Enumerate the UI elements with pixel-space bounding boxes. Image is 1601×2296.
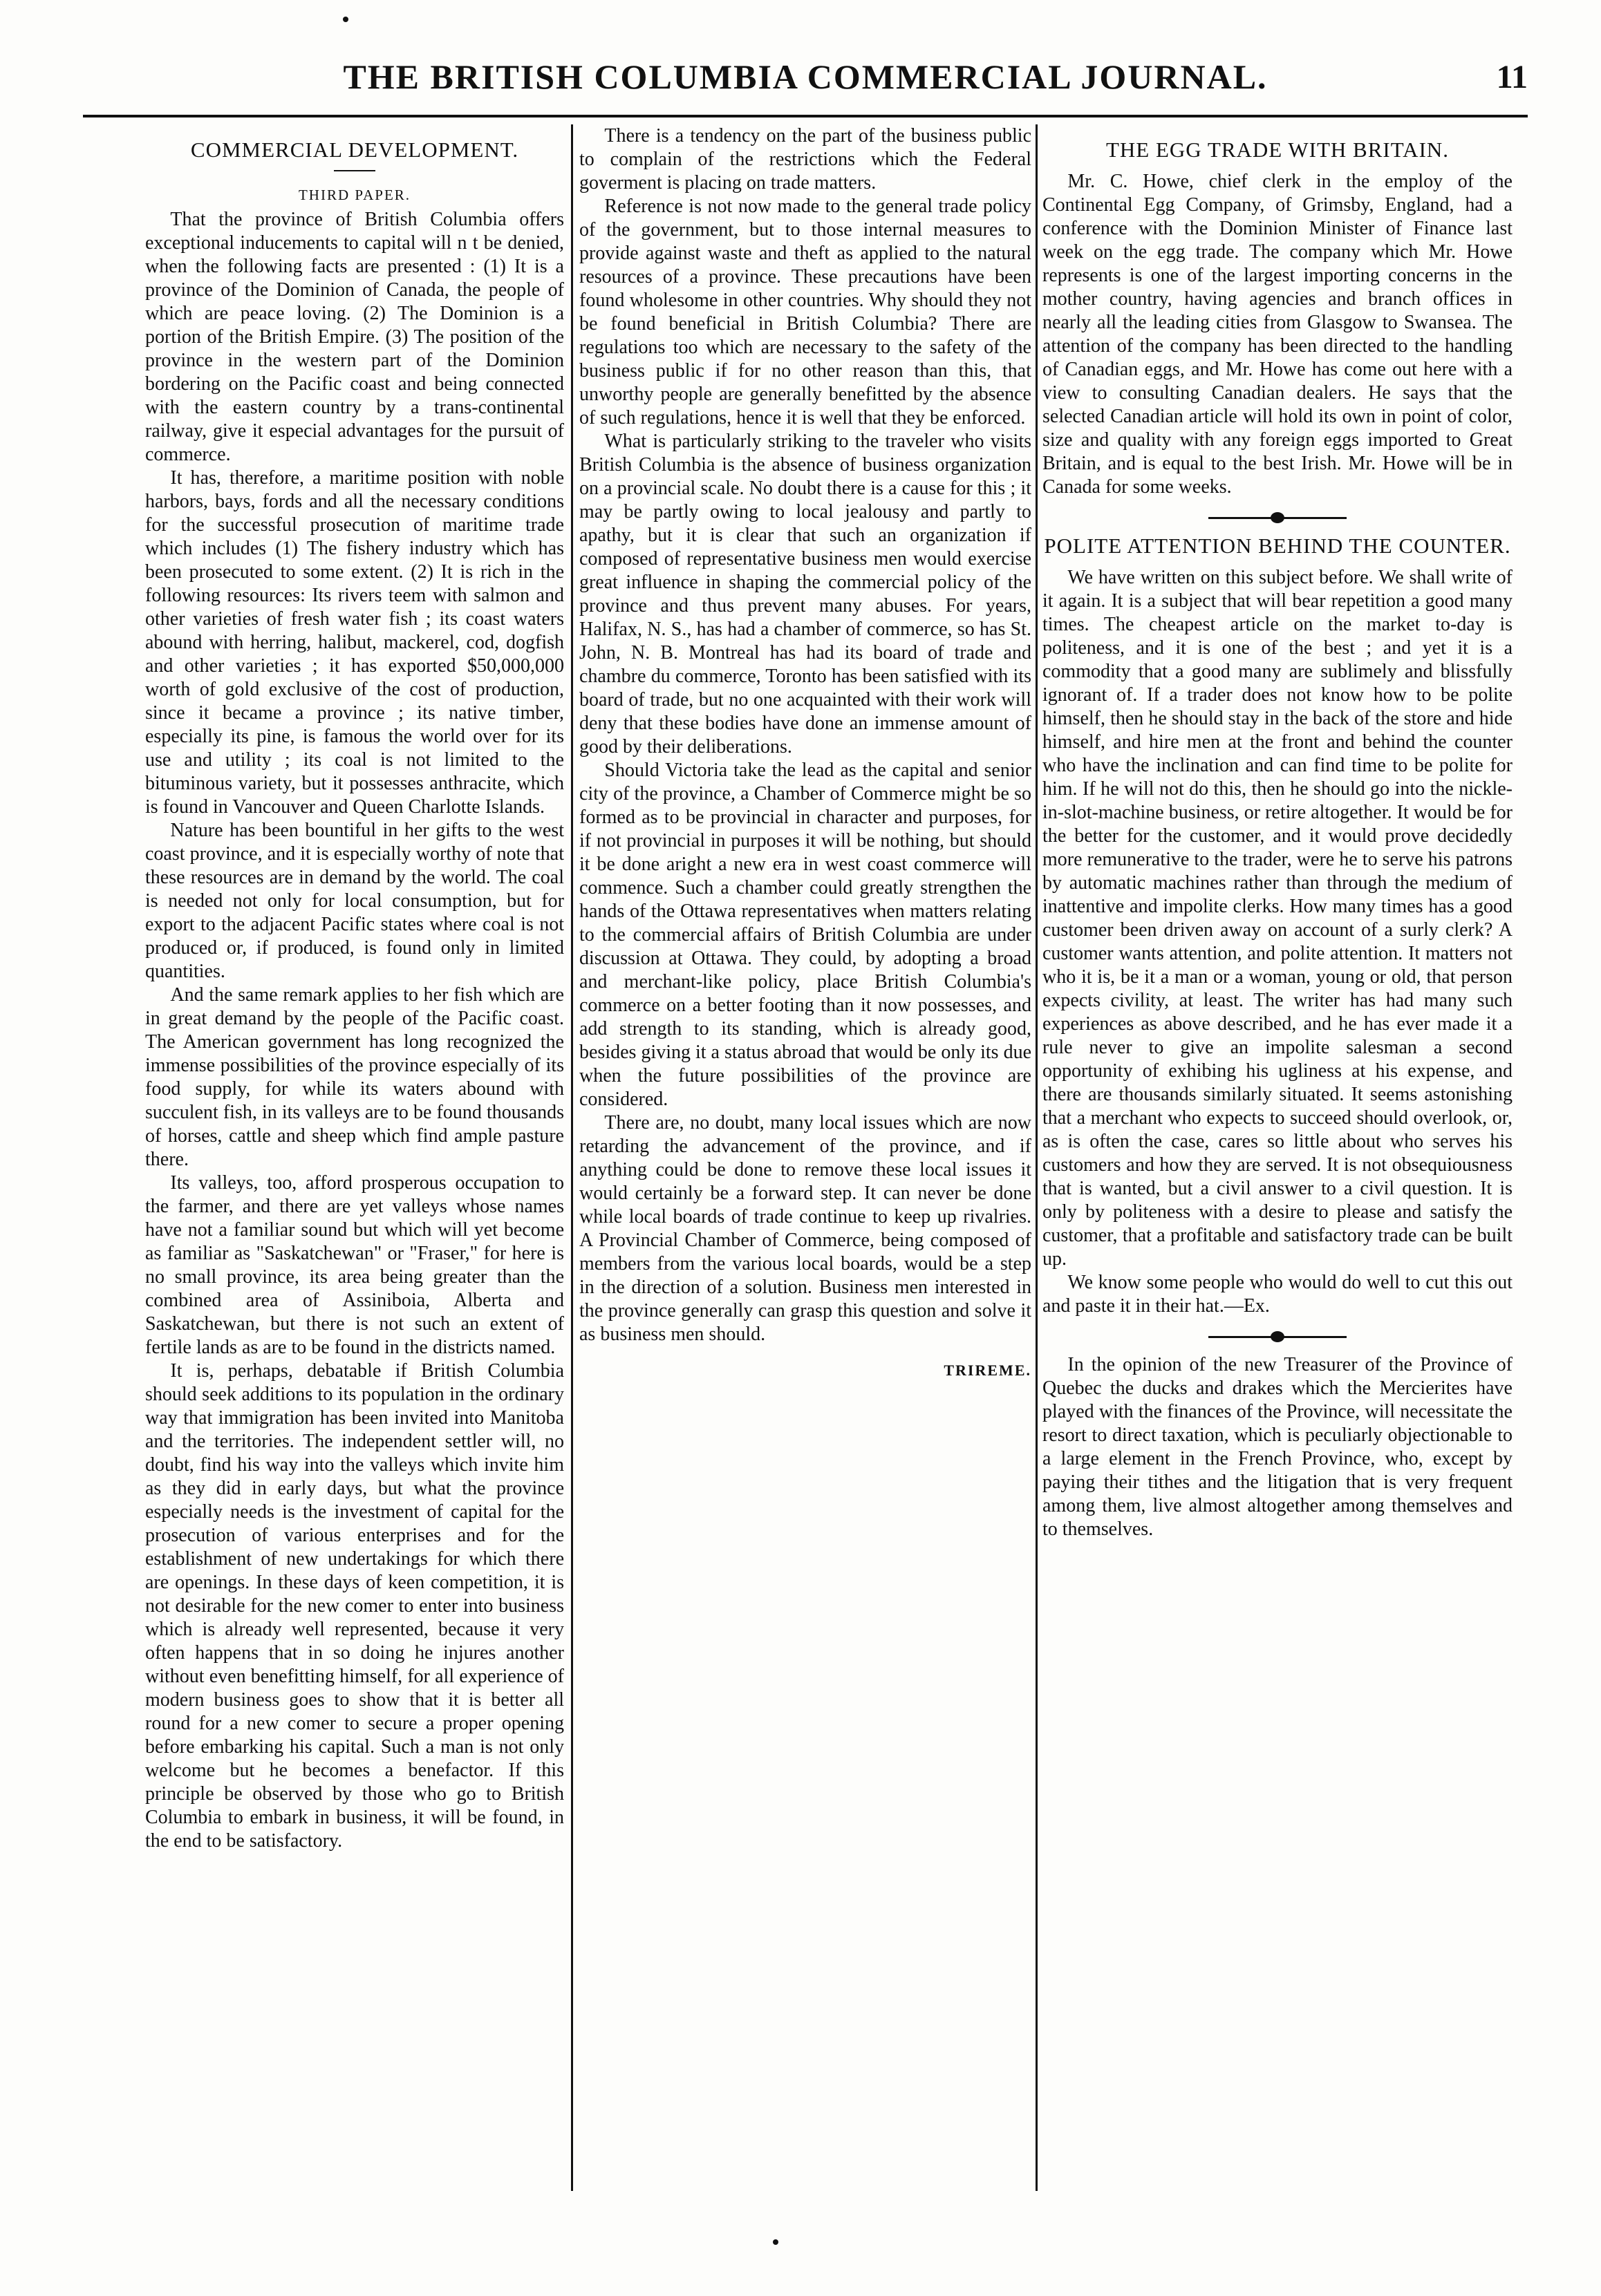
heading-rule (334, 170, 375, 171)
paragraph: There is a tendency on the part of the business public to complain of the restrictions which the Federal goverment is placing on trade matters. (579, 125, 1031, 194)
column-2 (579, 124, 1031, 2184)
paragraph: We know some people who would do well to cut this out and paste it in their hat.—Ex. (1042, 1272, 1513, 1317)
article-heading-commercial-development: COMMERCIAL DEVELOPMENT. (190, 138, 519, 162)
section-ornament (1208, 517, 1347, 519)
ink-speck (343, 17, 348, 22)
column-divider (1036, 124, 1038, 2191)
paragraph: Reference is not now made to the general trade policy of the government, but to those internal measures to provide against waste and theft as applied to the natural resources of a province. These precautions have been found wholesome in other countries. Why should they not be found beneficial in British Columbia? There are regulations too which are necessary to the safety of the business public if for no other reason than this, that unworthy people are generally benefitted by the absence of such regulations, hence it is well that they be enforced. (579, 196, 1031, 429)
column-1 (145, 124, 564, 2184)
paragraph: And the same remark applies to her fish which are in great demand by the people of the Pacific coast. The American government has long recognized the immense possibilities of the province especially of its food supply, for while its waters abound with succulent fish, in its valleys are to be found thousands of horses, cattle and sheep which find ample pasture there. (145, 984, 564, 1171)
paragraph: It is, perhaps, debatable if British Columbia should seek additions to its population in the ordinary way that immigration has been invited into Manitoba and the territories. The independent settler will, no doubt, find his way into the valleys which invite him as they did in early days, but what the province especially needs is the investment of capital for the prosecution of various enterprises and for the establishment of new undertakings for which there are openings. In these days of keen competition, it is not desirable for the new comer to enter into business which is already well represented, because it very often happens that in so doing he injures another without even benefitting himself, for all experience of modern business goes to show that it is better all round for a new comer to secure a proper opening before embarking his capital. Such a man is not only welcome but he becomes a benefactor. If this principle be observed by those who go to British Columbia to embark in business, it will be found, in the end to be satisfactory. (145, 1360, 564, 1852)
paragraph: We have written on this subject before. We shall write of it again. It is a subject that will bear repetition a good many times. The cheapest article on the market to-day is politeness, and it is one of the best ; and yet it is a commodity that a good many are sublimely and blissfully ignorant of. If a trader does not know how to be polite himself, then he should stay in the back of the store and hide himself, and hire men at the front and behind the counter who have the inclination and can find time to be polite for him. If he will not do this, then he should go into the nickle-in-slot-machine business, or retire altogether. It would be for the better for the customer, and it would prove decidedly more remunerative to the trader, were he to serve his patrons by automatic machines rather than through the medium of inattentive and impolite clerks. How many times has a good customer been driven away on account of a surly clerk? A customer wants attention, and polite attention. It matters not who it is, be it a man or a woman, young or old, that person expects civility, at least. The writer has had many such experiences as above described, and he has ever made it a rule never to give an impolite salesman a second opportunity of exhibing his ugliness at his expense, and there are thousands similarly situated. It seems astonishing that a merchant who expects to succeed should overlook, or, as is often the case, cares so little about who serves his customers and how they are served. It is not obsequiousness that is wanted, but a civil answer to a civil question. It is only by politeness with a desire to please and satisfy the customer, that a profitable and satisfactory trade can be built up. (1042, 567, 1513, 1270)
masthead-rule (83, 115, 1528, 117)
journal-title: THE BRITISH COLUMBIA COMMERCIAL JOURNAL. (343, 57, 1268, 96)
masthead (83, 57, 1528, 113)
paragraph: There are, no doubt, many local issues which are now retarding the advancement of the province, and if anything could be done to remove these local issues it would certainly be a forward step. It can never be done while local boards of trade continue to keep up rivalries. A Provincial Chamber of Commerce, being composed of members from the various local boards, would be a step in the direction of a solution. Business men interested in the province generally can grasp this question and solve it as business men should. (579, 1112, 1031, 1345)
section-ornament (1208, 1336, 1347, 1338)
paragraph: Its valleys, too, afford prosperous occupation to the farmer, and there are yet valleys whose names have not a familiar sound but which will yet become as familiar as "Saskatchewan" or "Fraser," for here is no small province, its area being greater than the combined area of Assiniboia, Alberta and Saskatchewan, but there is not such an extent of fertile lands as are to be found in the districts named. (145, 1172, 564, 1359)
paragraph: It has, therefore, a maritime position with noble harbors, bays, fords and all the necessary conditions for the successful prosecution of maritime trade which includes (1) The fishery industry which has been prosecuted to some extent. (2) It is rich in the following resources: Its rivers teem with salmon and other varieties of fresh water fish ; its coast waters abound with herring, halibut, mackerel, cod, dogfish and other varieties ; it has exported $50,000,000 worth of gold exclusive of the cost of production, since it became a province ; its native timber, especially its pine, is famous the world over for its use and utility ; its coal is not limited to the bituminous variety, but it possesses anthracite, which is found in Vancouver and Queen Charlotte Islands. (145, 467, 564, 818)
paragraph: That the province of British Columbia offers exceptional inducements to capital will n t be denied, when the following facts are presented : (1) It is a province of the Dominion of Canada, the people of which are peace loving. (2) The Dominion is a portion of the British Empire. (3) The position of the province in the western part of the Dominion bordering on the Pacific coast and being connected with the eastern country by a trans-continental railway, give it especial advantages for the pursuit of commerce. (145, 209, 564, 466)
paragraph: In the opinion of the new Treasurer of the Province of Quebec the ducks and drakes which the Mercierites have played with the finances of the Province, will necessitate the resort to direct taxation, which is peculiarly objectionable to a large element in the French Province, who, except by paying their tithes and the litigation that is very frequent among them, live almost altogether among themselves and to themselves. (1042, 1354, 1513, 1541)
article-heading-polite-attention: POLITE ATTENTION BEHIND THE COUNTER. (1044, 534, 1511, 558)
article-subheading: THIRD PAPER. (298, 187, 411, 204)
paragraph: Nature has been bountiful in her gifts to the west coast province, and it is especially worthy of note that these resources are in demand by the world. The coal is needed not only for local consumption, but for export to the adjacent Pacific states where coal is not produced or, if produced, is found only in limited quantities. (145, 820, 564, 983)
column-3 (1042, 124, 1513, 2184)
paragraph: Should Victoria take the lead as the capital and senior city of the province, a Chamber of Commerce might be so formed as to be provincial in character and purposes, for if not provincial in purposes it will be nothing, but should it be done aright a new era in west coast commerce will commence. Such a chamber could greatly strengthen the hands of the Ottawa representatives when matters relating to the commercial affairs of British Columbia are under discussion at Ottawa. They could, by adopting a broad and merchant-like policy, place British Columbia's commerce on a better footing than it now possesses, and add strength to its standing, which is already good, besides giving it a status abroad that would be only its due when the future possibilities of the province are considered. (579, 760, 1031, 1110)
paragraph: What is particularly striking to the traveler who visits British Columbia is the absence of business organization on a provincial scale. No doubt there is a cause for this ; it may be partly owing to local jealousy and partly to apathy, but it is clear that such an organization if composed of representative business men would exercise great influence in shaping the commercial policy of the province and thus prevent many abuses. For years, Halifax, N. S., has had a chamber of commerce, so has St. John, N. B. Montreal has had its board of trade and chambre du commerce, Toronto has been satisfied with its board of trade, but no one acquainted with their work will deny that these bodies have done an immense amount of good by their deliberations. (579, 431, 1031, 758)
column-divider (571, 124, 573, 2191)
article-heading-egg-trade: THE EGG TRADE WITH BRITAIN. (1105, 138, 1450, 162)
ink-speck (773, 2239, 778, 2245)
paragraph: Mr. C. Howe, chief clerk in the employ of the Continental Egg Company, of Grimsby, England, had a conference with the Dominion Minister of Finance last week on the egg trade. The company which Mr. Howe represents is one of the largest importing concerns in the mother country, having agencies and branch offices in nearly all the leading cities from Glasgow to Swansea. The attention of the company has been directed to the handling of Canadian eggs, and Mr. Howe has come out here with a view to consulting Canadian dealers. He says that the selected Canadian article will hold its own in point of color, size and quality with any foreign eggs imported to Great Britain, and is equal to the best Irish. Mr. Howe will be in Canada for some weeks. (1042, 171, 1513, 498)
author-signature: TRIREME. (944, 1362, 1031, 1379)
page-number: 11 (1496, 59, 1528, 95)
